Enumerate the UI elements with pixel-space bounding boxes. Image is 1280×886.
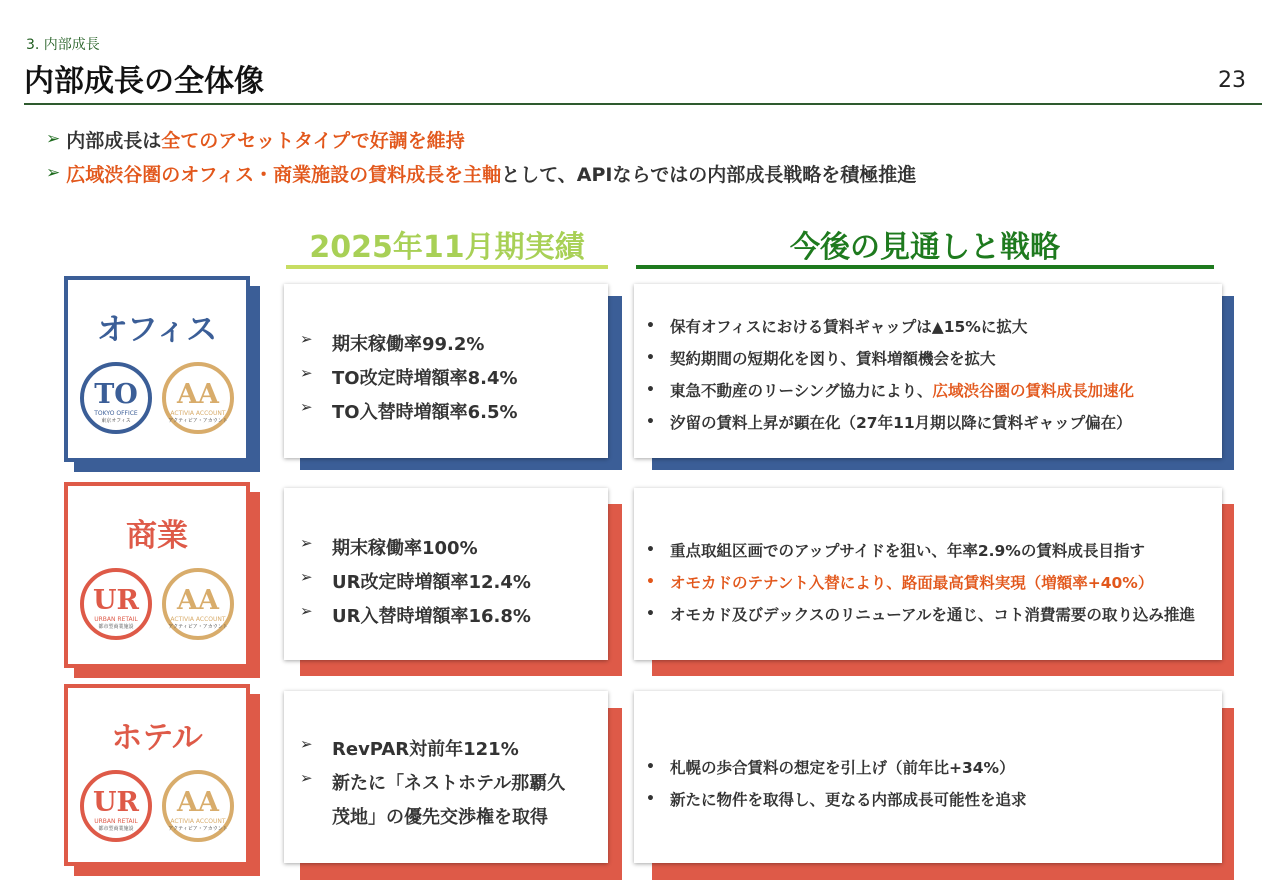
- arrow-right-icon: ➢: [300, 534, 313, 552]
- strategy-item: [646, 751, 1214, 783]
- badge-label: ACTIVIA ACCOUNT: [170, 616, 226, 623]
- retail-category-name: 商業: [126, 518, 188, 554]
- arrow-right-icon: ➢: [46, 163, 61, 183]
- badge-label-ja: アクティビア・アカウント: [168, 624, 228, 630]
- hotel-outlook-panel: [634, 691, 1222, 863]
- office-category-box: [64, 276, 250, 462]
- strategy-text: 保有オフィスにおける賃料ギャップは▲15%に拡大: [670, 318, 1028, 336]
- bullet-dot-icon: •: [646, 574, 655, 590]
- retail-category-box: [64, 482, 250, 668]
- badge-initials: AA: [177, 585, 219, 616]
- badge-label-ja: アクティビア・アカウント: [168, 826, 228, 832]
- badge-label: ACTIVIA ACCOUNT: [170, 410, 226, 417]
- office-aa-badge-icon: [162, 362, 234, 434]
- bullet-dot-icon: •: [646, 542, 655, 558]
- badge-initials: UR: [93, 787, 139, 818]
- badge-label: ACTIVIA ACCOUNT: [170, 818, 226, 825]
- hotel-results-panel: [284, 691, 608, 863]
- kpi-item: [300, 532, 600, 566]
- strategy-item: [646, 534, 1214, 566]
- badge-initials: TO: [94, 379, 138, 410]
- results-column-heading: 2025年11月期実績: [309, 230, 585, 265]
- badge-label-ja: アクティビア・アカウント: [168, 418, 228, 424]
- bullet-dot-icon: •: [646, 759, 655, 775]
- strategy-text: オモカドのテナント入替により、路面最高賃料実現（増額率+40%）: [670, 574, 1154, 592]
- arrow-right-icon: ➢: [300, 364, 313, 382]
- hotel-ur-badge-icon: [80, 770, 152, 842]
- hotel-category-name: ホテル: [111, 720, 203, 756]
- retail-outlook-panel: [634, 488, 1222, 660]
- strategy-text: 東急不動産のリーシング協力により、: [670, 382, 933, 400]
- summary-bullets: [46, 122, 916, 190]
- badge-initials: AA: [177, 787, 219, 818]
- office-outlook-panel: [634, 284, 1222, 458]
- hotel-strategy-list: [646, 751, 1214, 815]
- bullet-dot-icon: •: [646, 350, 655, 366]
- retail-strategy-list: [646, 534, 1214, 630]
- arrow-right-icon: ➢: [300, 568, 313, 586]
- retail-results-panel: [284, 488, 608, 660]
- arrow-right-icon: ➢: [300, 769, 313, 787]
- outlook-column-heading: 今後の見通しと戦略: [790, 230, 1060, 265]
- kpi-item: [300, 566, 600, 600]
- strategy-item: [646, 310, 1214, 342]
- strategy-item: [646, 342, 1214, 374]
- arrow-right-icon: ➢: [300, 330, 313, 348]
- arrow-right-icon: ➢: [46, 129, 61, 149]
- strategy-item: [646, 783, 1214, 815]
- badge-initials: AA: [177, 379, 219, 410]
- kpi-item: [300, 767, 572, 835]
- arrow-right-icon: ➢: [300, 398, 313, 416]
- office-results-panel: [284, 284, 608, 458]
- section-label: 3. 内部成長: [26, 37, 100, 53]
- strategy-text: 汐留の賃料上昇が顕在化（27年11月期以降に賃料ギャップ偏在）: [670, 414, 1132, 432]
- hotel-kpi-list: [300, 733, 572, 835]
- results-heading-rule: [286, 265, 608, 269]
- summary-bullet: ➢ 広域渋谷圏のオフィス・商業施設の賃料成長を主軸 として、APIならではの内部成長戦略を積極推進: [46, 163, 917, 186]
- kpi-item: [300, 600, 600, 634]
- page-number: 23: [1218, 68, 1246, 93]
- hotel-aa-badge-icon: [162, 770, 234, 842]
- office-to-badge-icon: [80, 362, 152, 434]
- kpi-text: 期末稼働率100%: [332, 538, 478, 559]
- strategy-text: オモカド及びデックスのリニューアルを通じ、コト消費需要の取り込み推進: [670, 606, 1195, 624]
- title-rule: [24, 103, 1262, 105]
- kpi-text: 期末稼働率99.2%: [332, 334, 485, 355]
- bullet-dot-icon: •: [646, 791, 655, 807]
- kpi-item: [300, 362, 600, 396]
- bullet-dot-icon: •: [646, 414, 655, 430]
- summary-bullet: ➢ 内部成長は 全てのアセットタイプで好調を維持: [46, 129, 465, 152]
- bullet-dot-icon: •: [646, 318, 655, 334]
- strategy-text: 広域渋谷圏の賃料成長加速化: [932, 382, 1135, 400]
- bullet-dot-icon: •: [646, 382, 655, 398]
- bullet-dot-icon: •: [646, 606, 655, 622]
- kpi-item: [300, 328, 600, 362]
- strategy-item: [646, 598, 1214, 630]
- kpi-text: RevPAR対前年121%: [332, 739, 519, 760]
- arrow-right-icon: ➢: [300, 735, 313, 753]
- arrow-right-icon: ➢: [300, 602, 313, 620]
- strategy-item: [646, 566, 1214, 598]
- badge-label: TOKYO OFFICE: [94, 410, 138, 417]
- outlook-heading-rule: [636, 265, 1214, 269]
- strategy-text: 新たに物件を取得し、更なる内部成長可能性を追求: [670, 791, 1027, 809]
- strategy-item: [646, 374, 1214, 406]
- strategy-text: 重点取組区画でのアップサイドを狙い、年率2.9%の賃料成長目指す: [670, 542, 1145, 560]
- office-strategy-list: [646, 310, 1214, 438]
- badge-label: URBAN RETAIL: [94, 818, 138, 825]
- strategy-text: 契約期間の短期化を図り、賃料増額機会を拡大: [670, 350, 996, 368]
- office-kpi-list: [300, 328, 600, 430]
- page-title: 内部成長の全体像: [24, 64, 264, 99]
- badge-label-ja: 東京オフィス: [101, 418, 131, 424]
- retail-aa-badge-icon: [162, 568, 234, 640]
- kpi-item: [300, 396, 600, 430]
- office-category-name: オフィス: [96, 312, 218, 348]
- retail-kpi-list: [300, 532, 600, 634]
- kpi-text: UR入替時増額率16.8%: [332, 606, 531, 627]
- hotel-category-box: [64, 684, 250, 866]
- strategy-item: [646, 406, 1214, 438]
- strategy-text: 札幌の歩合賃料の想定を引上げ（前年比+34%）: [670, 759, 1015, 777]
- kpi-text: TO入替時増額率6.5%: [332, 402, 518, 423]
- badge-label-ja: 都市型商業施設: [98, 624, 134, 630]
- badge-label: URBAN RETAIL: [94, 616, 138, 623]
- kpi-item: [300, 733, 572, 767]
- kpi-text: TO改定時増額率8.4%: [332, 368, 518, 389]
- kpi-text: 新たに「ネストホテル那覇久茂地」の優先交渉権を取得: [332, 773, 566, 828]
- retail-ur-badge-icon: [80, 568, 152, 640]
- badge-label-ja: 都市型商業施設: [98, 826, 134, 832]
- badge-initials: UR: [93, 585, 139, 616]
- kpi-text: UR改定時増額率12.4%: [332, 572, 531, 593]
